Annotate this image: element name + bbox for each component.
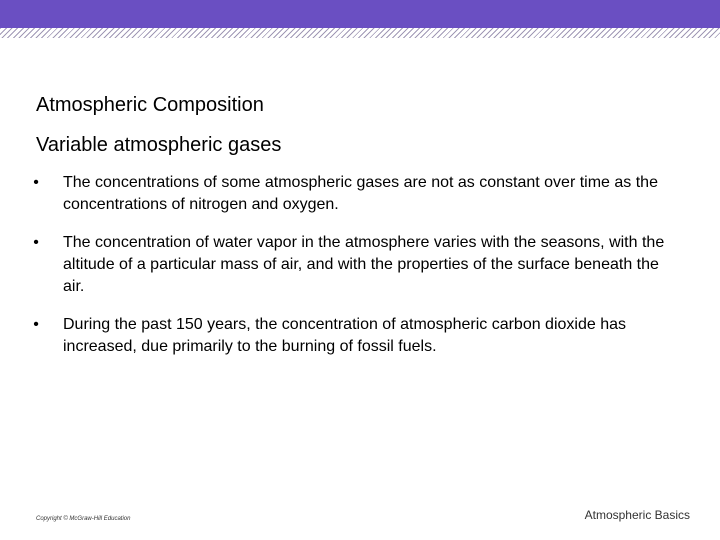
copyright-notice: Copyright © McGraw-Hill Education (36, 516, 131, 522)
bullet-item (33, 232, 676, 298)
bullet-item (33, 172, 676, 216)
bullet-item (33, 314, 676, 358)
footer-section-title: Atmospheric Basics (584, 508, 690, 522)
bullet-text: The concentrations of some atmospheric gases are not as constant over time as the concentrations of nitrogen and oxygen. (63, 174, 658, 213)
bullet-text: The concentration of water vapor in the atmosphere varies with the seasons, with the altitude of a particular mass of air, and with the properties of the surface beneath the air. (63, 234, 665, 295)
slide-subtitle: Variable atmospheric gases (36, 134, 282, 156)
bullet-text: During the past 150 years, the concentration of atmospheric carbon dioxide has increased, due primarily to the burning of fossil fuels. (63, 316, 626, 355)
bullet-list (33, 172, 676, 374)
slide-title: Atmospheric Composition (36, 94, 264, 116)
bullet-marker: • (33, 234, 39, 251)
header-stripe (0, 28, 720, 38)
header-band (0, 0, 720, 28)
bullet-marker: • (33, 316, 39, 333)
bullet-marker: • (33, 174, 39, 191)
